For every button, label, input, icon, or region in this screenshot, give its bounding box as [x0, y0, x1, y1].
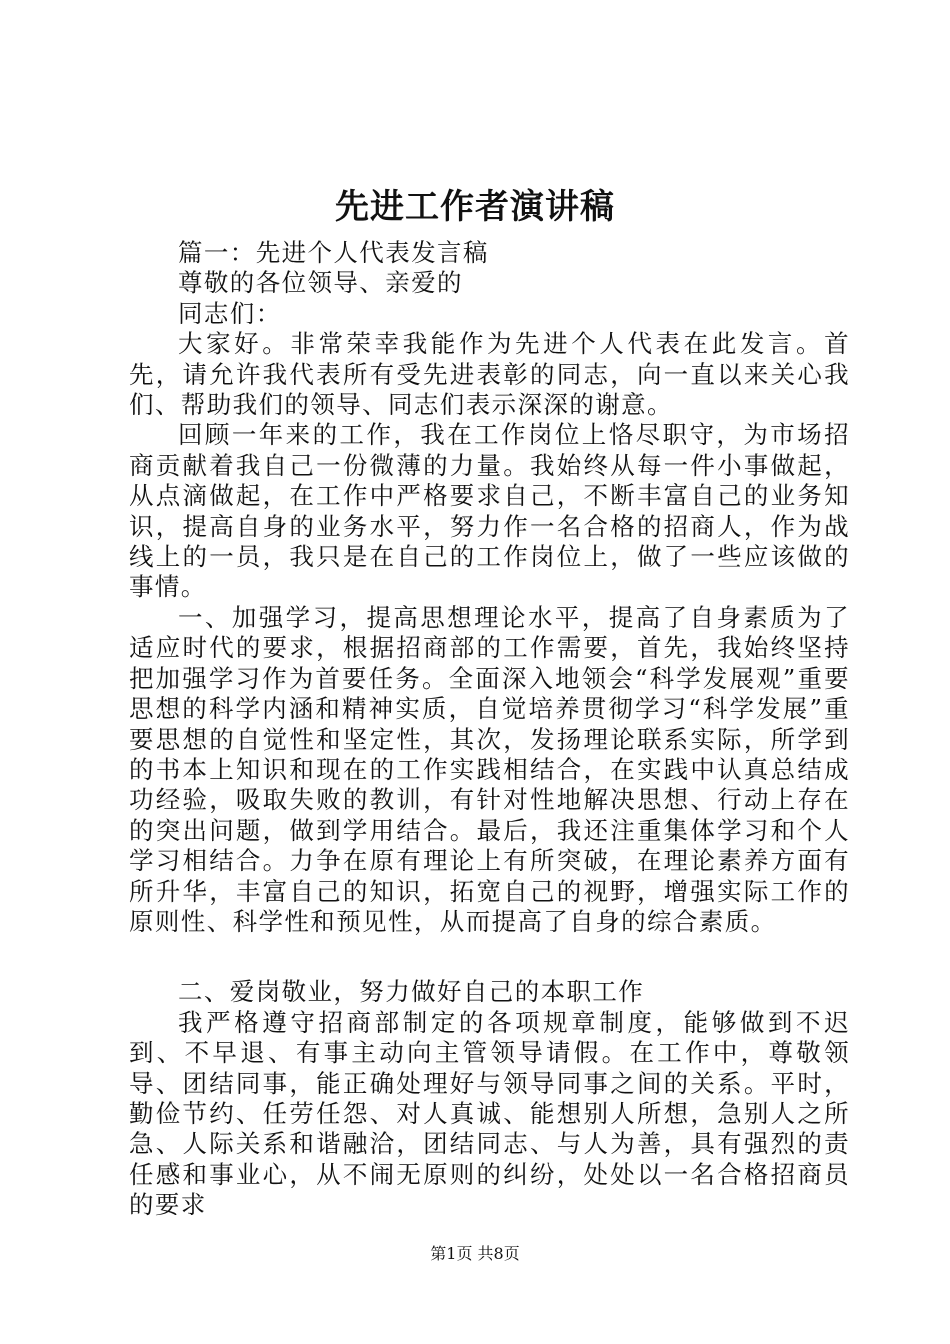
page-footer: 第1页 共8页 — [430, 1244, 520, 1263]
salutation-line: 尊敬的各位领导、亲爱的 — [178, 268, 463, 298]
document-body — [129, 238, 850, 1221]
paragraph-spacer — [129, 937, 850, 977]
section-heading: 篇一：先进个人代表发言稿 — [178, 238, 489, 267]
paragraph: 回顾一年来的工作，我在工作岗位上恪尽职守，为市场招商贡献着我自己一份微薄的力量。我始终从每一件小事做起，从点滴做起，在工作中严格要求自己，不断丰富自己的业务知识，提高自身的业务水平，努力作一名合格的招商人，作为战线上的一员，我只是在自己的工作岗位上，做了一些应该做的事情。 — [129, 420, 850, 602]
paragraph: 我严格遵守招商部制定的各项规章制度，能够做到不迟到、不早退、有事主动向主管领导请假。在工作中，尊敬领导、团结同事，能正确处理好与领导同事之间的关系。平时，勤俭节约、任劳任怨、对人真诚、能想别人所想，急别人之所急、人际关系和谐融洽，团结同志、与人为善，具有强烈的责任感和事业心，从不闹无原则的纠纷，处处以一名合格招商员的要求 — [129, 1007, 850, 1220]
paragraph: 一、加强学习，提高思想理论水平，提高了自身素质为了适应时代的要求，根据招商部的工作需要，首先，我始终坚持把加强学习作为首要任务。全面深入地领会“科学发展观”重要思想的科学内涵和精神实质，自觉培养贯彻学习“科学发展”重要思想的自觉性和坚定性，其次，发扬理论联系实际，所学到的书本上知识和现在的工作实践相结合，在实践中认真总结成功经验，吸取失败的教训，有针对性地解决思想、行动上存在的突出问题，做到学用结合。最后，我还注重集体学习和个人学习相结合。力争在原有理论上有所突破，在理论素养方面有所升华，丰富自己的知识，拓宽自己的视野，增强实际工作的原则性、科学性和预见性，从而提高了自身的综合素质。 — [129, 602, 850, 936]
document-title: 先进工作者演讲稿 — [335, 187, 615, 227]
section-heading: 二、爱岗敬业，努力做好自己的本职工作 — [178, 977, 645, 1007]
paragraph: 大家好。非常荣幸我能作为先进个人代表在此发言。首先，请允许我代表所有受先进表彰的同志，向一直以来关心我们、帮助我们的领导、同志们表示深深的谢意。 — [129, 329, 850, 420]
salutation-line: 同志们： — [178, 298, 282, 328]
